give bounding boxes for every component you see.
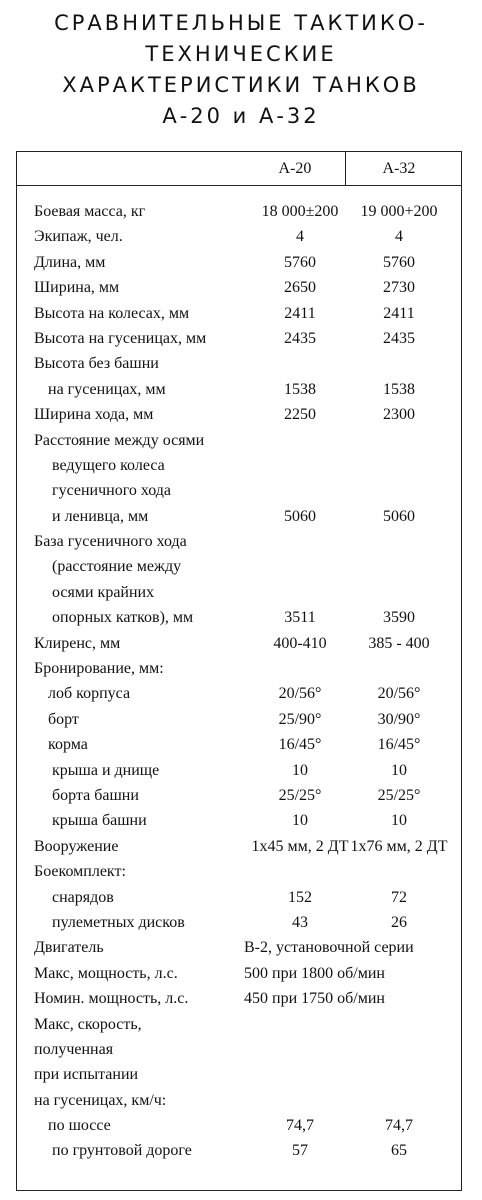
row-label: на гусеницах, мм [48, 380, 166, 398]
row-value-a20: 2411 [284, 304, 316, 322]
row-value-a32: 74,7 [385, 1117, 413, 1135]
row-value-a32: 19 000+200 [360, 203, 438, 220]
row-value-a20: 2650 [284, 279, 316, 297]
table-row [0, 479, 482, 504]
table-row [0, 606, 482, 631]
row-value-a20: 10 [292, 761, 308, 779]
row-label: опорных катков), мм [52, 609, 194, 627]
row-label: гусеничного хода [52, 482, 172, 500]
row-label: снарядов [52, 888, 114, 906]
table-row [0, 581, 482, 606]
column-header-a20: А-20 [278, 160, 312, 177]
table-row [0, 733, 482, 758]
row-value-a20: 5760 [284, 253, 316, 271]
row-label: борта башни [52, 786, 139, 804]
row-value-a20: 400-410 [273, 634, 327, 652]
row-value-a32: 72 [391, 888, 407, 906]
table-row [0, 987, 482, 1012]
table-row [0, 454, 482, 479]
table-row [0, 860, 482, 885]
row-value-a20: 1x45 мм, 2 ДТ [251, 837, 349, 855]
row-value-a32: 1538 [383, 380, 415, 398]
row-value-a32: 385 - 400 [368, 634, 430, 652]
row-label: Боевая масса, кг [34, 203, 146, 220]
row-label: борт [48, 710, 79, 728]
table-row [0, 1114, 482, 1139]
row-label: на гусеницах, км/ч: [34, 1091, 167, 1109]
row-label: Ширина хода, мм [34, 406, 154, 424]
table-row [0, 302, 482, 327]
row-value-a20: 20/56° [278, 685, 322, 703]
table-row [0, 759, 482, 784]
row-label: Расстояние между осями [34, 431, 205, 449]
table-row [0, 809, 482, 834]
table-row [0, 1089, 482, 1114]
table-row [0, 352, 482, 377]
row-label: Ширина, мм [34, 279, 120, 297]
title-line: ТЕХНИЧЕСКИЕ [145, 42, 337, 66]
table-row [0, 378, 482, 403]
row-value-a20: 1538 [284, 380, 316, 398]
row-value-a32: 10 [391, 812, 407, 830]
row-label: Высота без башни [34, 355, 159, 373]
row-label: при испытании [34, 1066, 139, 1084]
row-value-a20: 2250 [284, 406, 316, 424]
table-row [0, 225, 482, 250]
page-title [0, 8, 482, 132]
row-label: Экипаж, чел. [34, 228, 123, 246]
row-label: осями крайних [52, 583, 155, 601]
row-label: по грунтовой дороге [52, 1142, 192, 1160]
row-value-a32: 2435 [383, 329, 415, 347]
row-value-a32: 2411 [383, 304, 415, 322]
table-row [0, 708, 482, 733]
row-value-a32: 20/56° [377, 685, 421, 703]
row-label: крыша башни [52, 812, 147, 830]
row-label: Боекомплект: [34, 863, 126, 881]
row-value-a32: 4 [395, 228, 403, 246]
table-row [0, 327, 482, 352]
row-value-a20: 25/90° [278, 710, 322, 728]
row-label: полученная [34, 1040, 114, 1058]
table-row [0, 403, 482, 428]
title-line: ХАРАКТЕРИСТИКИ ТАНКОВ [62, 73, 420, 97]
row-label: и ленивца, мм [52, 507, 149, 525]
row-value-a32: 25/25° [377, 786, 421, 804]
table-row [0, 530, 482, 555]
row-value-a32: 30/90° [377, 710, 421, 728]
row-value-a20: 5060 [284, 507, 316, 525]
row-label: Макс, мощность, л.с. [34, 964, 178, 982]
row-value-a20: 4 [296, 228, 304, 246]
row-value-shared: В-2, установочной серии [244, 939, 414, 957]
row-value-shared: 450 при 1750 об/мин [244, 990, 385, 1008]
row-value-a32: 3590 [383, 609, 415, 627]
row-label: Высота на гусеницах, мм [34, 329, 207, 347]
row-value-a32: 5760 [383, 253, 415, 271]
row-label: крыша и днище [52, 761, 160, 779]
row-value-a20: 152 [288, 888, 312, 906]
table-row [0, 1013, 482, 1038]
row-label: Двигатель [34, 939, 104, 957]
row-value-a20: 43 [292, 913, 308, 931]
table-row [0, 1038, 482, 1063]
table-row [0, 886, 482, 911]
row-label: по шоссе [48, 1117, 111, 1135]
row-value-a20: 57 [292, 1142, 308, 1160]
row-label: Макс, скорость, [34, 1015, 142, 1033]
column-header-a32: А-32 [382, 160, 416, 177]
table-row [0, 200, 482, 225]
row-label: Высота на колесах, мм [34, 304, 190, 322]
table-row [0, 682, 482, 707]
row-value-a32: 10 [391, 761, 407, 779]
row-label: ведущего колеса [52, 456, 165, 474]
row-label: Клиренс, мм [34, 634, 121, 652]
row-value-a32: 2730 [383, 279, 415, 297]
table-row [0, 835, 482, 860]
spec-table-body [0, 200, 482, 1165]
row-label: Вооружение [34, 837, 119, 855]
row-value-a32: 5060 [383, 507, 415, 525]
table-row [0, 657, 482, 682]
row-value-a32: 26 [391, 913, 407, 931]
row-label: лоб корпуса [48, 685, 131, 703]
table-row [0, 429, 482, 454]
title-line: А-20 и А-32 [162, 104, 320, 128]
row-value-a20: 2435 [284, 329, 316, 347]
row-value-a20: 25/25° [278, 786, 322, 804]
row-label: Номин. мощность, л.с. [34, 990, 189, 1008]
title-line: СРАВНИТЕЛЬНЫЕ ТАКТИКО- [54, 11, 428, 35]
table-row [0, 505, 482, 530]
table-row [0, 276, 482, 301]
row-value-a32: 65 [391, 1142, 407, 1160]
table-row [0, 936, 482, 961]
row-value-shared: 500 при 1800 об/мин [244, 964, 385, 982]
table-row [0, 1063, 482, 1088]
row-value-a32: 1x76 мм, 2 ДТ [350, 837, 448, 855]
row-value-a32: 2300 [383, 406, 415, 424]
table-row [0, 632, 482, 657]
row-value-a20: 16/45° [278, 736, 322, 754]
row-value-a20: 18 000±200 [261, 203, 339, 220]
row-value-a20: 10 [292, 812, 308, 830]
row-label: Длина, мм [34, 253, 106, 271]
row-value-a20: 3511 [284, 609, 316, 627]
row-value-a32: 16/45° [377, 736, 421, 754]
row-label: (расстояние между [52, 558, 182, 576]
table-row [0, 251, 482, 276]
row-value-a20: 74,7 [286, 1117, 314, 1135]
row-label: корма [48, 736, 88, 754]
table-row [0, 784, 482, 809]
table-row [0, 555, 482, 580]
row-label: пулеметных дисков [52, 913, 185, 931]
header-divider [17, 185, 461, 186]
table-row [0, 911, 482, 936]
row-label: Бронирование, мм: [34, 660, 164, 678]
table-row [0, 1139, 482, 1164]
row-label: База гусеничного хода [34, 533, 187, 551]
table-row [0, 962, 482, 987]
